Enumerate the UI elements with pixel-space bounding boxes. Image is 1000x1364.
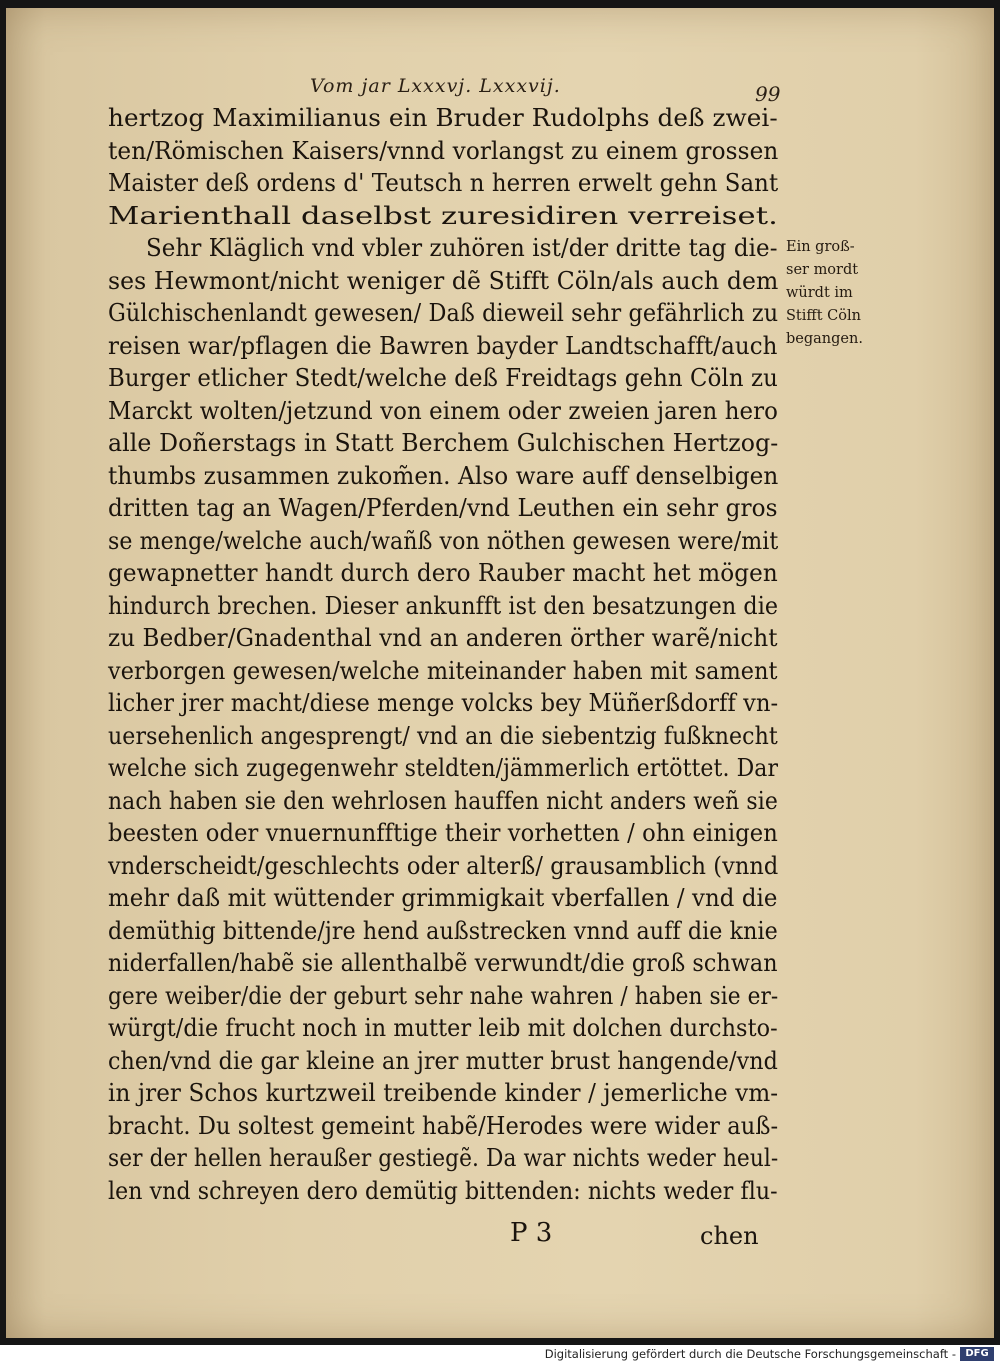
marginal-line: Ein groß- (786, 239, 855, 255)
text-line: Maister deß ordens d' Teutsch n herren erwelt gehn Sant (108, 168, 779, 197)
text-line: hindurch brechen. Dieser ankunfft ist den besatzungen die (108, 590, 779, 620)
text-line: gewapnetter handt durch dero Rauber macht het mögen (108, 558, 778, 587)
marginal-line: Stifft Cöln (786, 308, 861, 324)
text-line: licher jrer macht/diese menge volcks bey Müñerßdorff vn- (108, 688, 779, 717)
catchword: chen (700, 1222, 759, 1250)
text-line: thumbs zusammen zukom̃en. Also ware auff denselbigen (108, 460, 779, 490)
text-line: verborgen gewesen/welche miteinander haben mit sament (108, 655, 778, 685)
text-line: niderfallen/habẽ sie allenthalbẽ verwundt/die groß schwan (108, 948, 778, 977)
text-line: welche sich zugegenwehr steldten/jämmerlich ertöttet. Dar (108, 753, 779, 782)
text-line: zu Bedber/Gnadenthal vnd an anderen örther warẽ/nicht (108, 623, 778, 652)
text-line: bracht. Du soltest gemeint habẽ/Herodes were wider auß- (108, 1110, 779, 1140)
folio-number: 99 (755, 82, 781, 106)
marginal-line: begangen. (786, 331, 863, 347)
text-line: vnderscheidt/geschlechts oder alterß/ grausamblich (vnnd (108, 850, 779, 880)
text-line: se menge/welche auch/wañß von nöthen gewesen were/mit (108, 525, 779, 555)
text-line: in jrer Schos kurtzweil treibende kinder / jemerliche vm- (108, 1078, 779, 1107)
text-line: ses Hewmont/nicht weniger dẽ Stifft Cöln/als auch dem (108, 265, 779, 295)
text-line: hertzog Maximilianus ein Bruder Rudolphs deß zwei- (108, 103, 778, 132)
dfg-logo: DFG (960, 1347, 994, 1361)
text-line: Gülchischenlandt gewesen/ Daß dieweil sehr gefährlich zu (108, 298, 779, 327)
text-line: uersehenlich angesprengt/ vnd an die siebentzig fußknecht (108, 720, 778, 750)
signature-mark: P 3 (510, 1218, 553, 1248)
text-line: Marienthall daselbst zuresidiren verreiset. (108, 200, 779, 230)
text-line: dritten tag an Wagen/Pferden/vnd Leuthen ein sehr gros (108, 493, 778, 522)
text-line: gere weiber/die der geburt sehr nahe wahren / haben sie er- (108, 980, 779, 1010)
text-line: alle Doñerstags in Statt Berchem Gulchischen Hertzog- (108, 428, 779, 457)
text-line: ser der hellen heraußer gestiegẽ. Da war nichts weder heul- (108, 1143, 779, 1172)
text-line: Marckt wolten/jetzund von einem oder zweien jaren hero (108, 395, 779, 425)
running-head: Vom jar Lxxxvj. Lxxxvij. (310, 75, 561, 97)
text-line: mehr daß mit wüttender grimmigkait vberfallen / vnd die (108, 883, 778, 912)
text-line: Sehr Kläglich vnd vbler zuhören ist/der dritte tag die- (146, 233, 778, 262)
text-line: würgt/die frucht noch in mutter leib mit dolchen durchsto- (108, 1013, 778, 1042)
text-line: nach haben sie den wehrlosen hauffen nicht anders weñ sie (108, 785, 778, 815)
text-line: reisen war/pflagen die Bawren bayder Landtschafft/auch (108, 330, 778, 360)
footer-credit: Digitalisierung gefördert durch die Deutsche Forschungsgemeinschaft - (544, 1347, 956, 1361)
text-line: ten/Römischen Kaisers/vnnd vorlangst zu einem grossen (108, 135, 779, 165)
text-line: len vnd schreyen dero demütig bittenden: nichts weder flu- (108, 1175, 778, 1205)
footer-bar (0, 1345, 1000, 1364)
text-line: beesten oder vnuernunfftige their vorhetten / ohn einigen (108, 818, 778, 847)
text-line: chen/vnd die gar kleine an jrer mutter brust hangende/vnd (108, 1045, 778, 1075)
marginal-line: ser mordt (786, 262, 859, 278)
text-line: demüthig bittende/jre hend außstrecken vnnd auff die knie (108, 915, 778, 945)
text-line: Burger etlicher Stedt/welche deß Freidtags gehn Cöln zu (108, 363, 778, 392)
marginal-line: würdt im (786, 285, 853, 301)
